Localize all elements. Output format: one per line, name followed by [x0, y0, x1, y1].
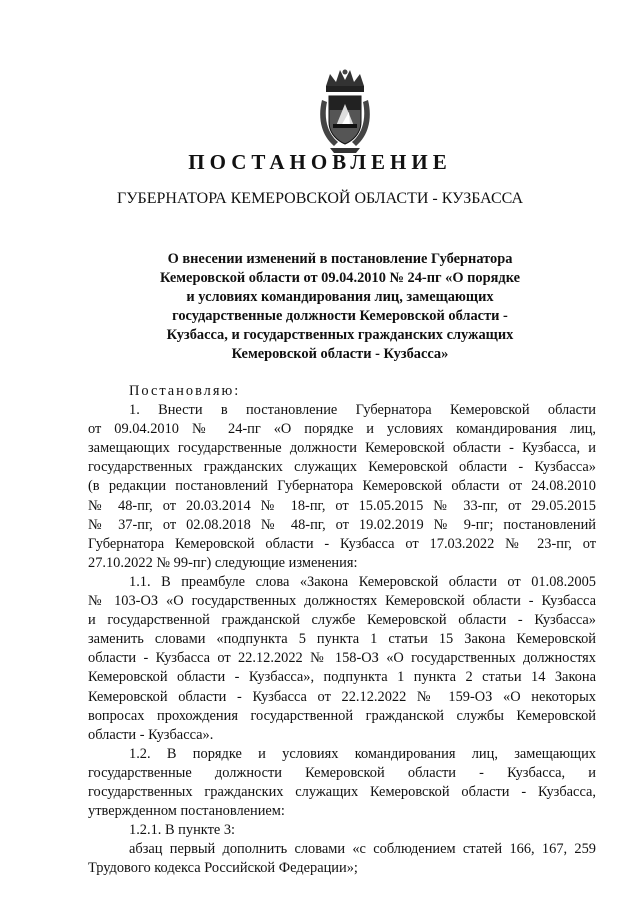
- body-line-preamble: Постановляю:: [129, 383, 241, 399]
- body-line: Кемеровской области - Кузбасса», подпункта 1 пункта 2 статьи 14 Закона: [88, 669, 596, 686]
- body-line: № 48-пг, от 20.03.2014 № 18-пг, от 15.05.2015 № 33-пг, от 29.05.2015: [88, 497, 596, 514]
- body-line: заменить словами «подпункта 5 пункта 1 статьи 15 Закона Кемеровской: [88, 631, 596, 648]
- heading-line: Кузбасса, и государственных гражданских служащих: [166, 327, 514, 343]
- body-line: государственных гражданских служащих Кемеровской области - Кузбасса»: [88, 459, 596, 476]
- body-line: замещающих государственные должности Кемеровской области - Кузбасса, и: [88, 440, 596, 457]
- body-line: 1.1. В преамбуле слова «Закона Кемеровской области от 01.08.2005: [129, 573, 596, 590]
- body-line: и государственной гражданской службе Кемеровской области - Кузбасса»: [88, 612, 596, 629]
- heading-line: Кемеровской области от 09.04.2010 № 24-пг «О порядке: [159, 270, 521, 286]
- document-heading: [120, 250, 560, 364]
- heading-line: государственные должности Кемеровской области -: [172, 308, 508, 324]
- heading-line: и условиях командирования лиц, замещающих: [186, 289, 494, 305]
- body-line: Трудового кодекса Российской Федерации»;: [88, 860, 358, 877]
- body-line: (в редакции постановлений Губернатора Кемеровской области от 24.08.2010: [88, 478, 596, 495]
- document-body: [88, 382, 596, 878]
- body-line: области - Кузбасса».: [88, 726, 214, 743]
- body-line: абзац первый дополнить словами «с соблюдением статей 166, 167, 259: [129, 841, 596, 858]
- body-line: 1.2. В порядке и условиях командирования лиц, замещающих: [129, 745, 596, 762]
- body-line: от 09.04.2010 № 24-пг «О порядке и условиях командирования лиц,: [88, 421, 596, 438]
- coat-of-arms-emblem: [316, 66, 374, 154]
- body-line: области - Кузбасса от 22.12.2022 № 158-ОЗ «О государственных должностях: [88, 650, 596, 667]
- document-title: ПОСТАНОВЛЕНИЕ: [188, 150, 452, 174]
- body-line: 1.2.1. В пункте 3:: [129, 822, 236, 839]
- body-line: вопросах прохождения государственной гражданской службы Кемеровской: [88, 707, 596, 724]
- body-line: № 37-пг, от 02.08.2018 № 48-пг, от 19.02.2019 № 9-пг; постановлений: [88, 516, 596, 533]
- heading-line: Кемеровской области - Кузбасса»: [231, 346, 449, 362]
- document-subtitle: ГУБЕРНАТОРА КЕМЕРОВСКОЙ ОБЛАСТИ - КУЗБАССА: [116, 190, 524, 207]
- body-line: Губернатора Кемеровской области - Кузбасса от 17.03.2022 № 23-пг, от: [88, 535, 596, 552]
- body-line: Кемеровской области - Кузбасса от 22.12.2022 № 159-ОЗ «О некоторых: [88, 688, 596, 705]
- heading-line: О внесении изменений в постановление Губернатора: [167, 251, 513, 267]
- body-line: государственных гражданских служащих Кемеровской области - Кузбасса,: [88, 783, 596, 800]
- body-line: утвержденном постановлением:: [88, 803, 285, 820]
- body-line: 27.10.2022 № 99-пг) следующие изменения:: [88, 554, 358, 571]
- body-line: государственные должности Кемеровской области - Кузбасса, и: [88, 764, 596, 781]
- body-line: 1. Внести в постановление Губернатора Кемеровской области: [129, 402, 596, 419]
- body-line: № 103-ОЗ «О государственных должностях Кемеровской области - Кузбасса: [88, 593, 596, 610]
